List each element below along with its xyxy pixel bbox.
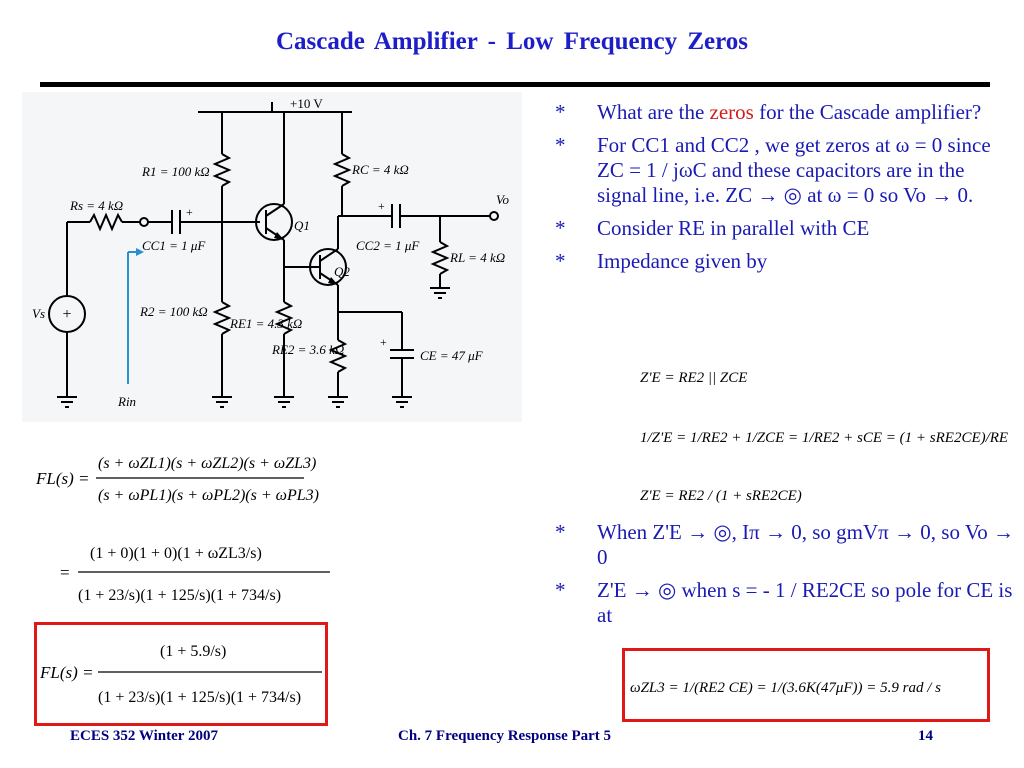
eq1-denominator: (s + ωPL1)(s + ωPL2)(s + ωPL3) [98,487,319,504]
cc2-label: CC2 = 1 μF [356,238,420,253]
impedance-equations [640,362,1010,522]
eq3-denominator: (1 + 23/s)(1 + 125/s)(1 + 734/s) [98,689,302,706]
r1-label: R1 = 100 kΩ [142,164,210,179]
svg-text:+: + [378,199,385,213]
rc-label: RC = 4 kΩ [352,162,409,177]
eq2-denominator: (1 + 23/s)(1 + 125/s)(1 + 734/s) [78,587,282,604]
rl-label: RL = 4 kΩ [450,250,506,265]
eq1-numerator: (s + ωZL1)(s + ωZL2)(s + ωZL3) [98,455,317,472]
footer-chapter: Ch. 7 Frequency Response Part 5 [398,728,612,744]
explanation-list [555,100,1015,276]
impedance-eq-1: Z'E = RE2 || ZCE [640,370,748,386]
bullet-pole-for-ce: * Z'E → ◎ when s = - 1 / RE2CE so pole for CE is at [555,578,1013,627]
supply-label: +10 V [290,96,323,111]
impedance-eq-3: Z'E = RE2 / (1 + sRE2CE) [640,488,802,504]
svg-text:+: + [62,306,72,323]
bullet-zeros-question: * What are the zeros for the Cascade amplifier? [555,100,982,124]
bullet-consider-re-ce: * Consider RE in parallel with CE [555,216,870,240]
svg-text:+: + [186,205,193,219]
vo-label: Vo [496,192,509,207]
bullet-coupling-capacitors: * For CC1 and CC2 , we get zeros at ω = 0 since ZC = 1 / jωC and these capacitors are in the signal line, i.e. ZC → ◎ at ω = 0 so Vo → 0. [555,133,991,207]
explanation-list-2 [555,520,1015,636]
q2-label: Q2 [334,264,350,279]
ce-label: CE = 47 μF [420,348,483,363]
svg-text:+: + [380,335,387,349]
r2-label: R2 = 100 kΩ [140,304,208,319]
vs-label: Vs [32,306,45,321]
re1-label: RE1 = 4.3 kΩ [230,316,303,331]
eq1-lhs: FL(s) = [36,469,90,488]
rs-label: Rs = 4 kΩ [70,198,124,213]
impedance-eq-2: 1/Z'E = 1/RE2 + 1/ZCE = 1/RE2 + sCE = (1 + sRE2CE)/RE [640,430,1009,446]
rin-label: Rin [118,394,137,409]
svg-text:=: = [60,563,70,582]
bullet-when-ze-infinite: * When Z'E → ◎, Iπ → 0, so gmVπ → 0, so Vo → 0 [555,520,1015,569]
omega-eq: ωZL3 = 1/(RE2 CE) = 1/(3.6K(47μF)) = 5.9 rad / s [630,680,941,696]
eq3-numerator: (1 + 5.9/s) [160,643,227,660]
eq3-lhs: FL(s) = [40,663,94,682]
transfer-function-result [40,628,326,722]
footer-page-number: 14 [918,728,933,744]
omega-zl3-equation [630,664,986,708]
bullet-impedance: * Impedance given by [555,249,768,273]
transfer-function-substituted [60,530,360,620]
cascade-amplifier-schematic [22,92,522,422]
q1-label: Q1 [294,218,310,233]
footer-course: ECES 352 Winter 2007 [70,728,218,744]
eq2-numerator: (1 + 0)(1 + 0)(1 + ωZL3/s) [90,545,262,562]
title-divider [40,82,990,87]
slide-title: Cascade Amplifier - Low Frequency Zeros [275,28,749,55]
cc1-label: CC1 = 1 μF [142,238,206,253]
transfer-function-general [36,440,536,520]
re2-label: RE2 = 3.6 kΩ [272,342,345,357]
